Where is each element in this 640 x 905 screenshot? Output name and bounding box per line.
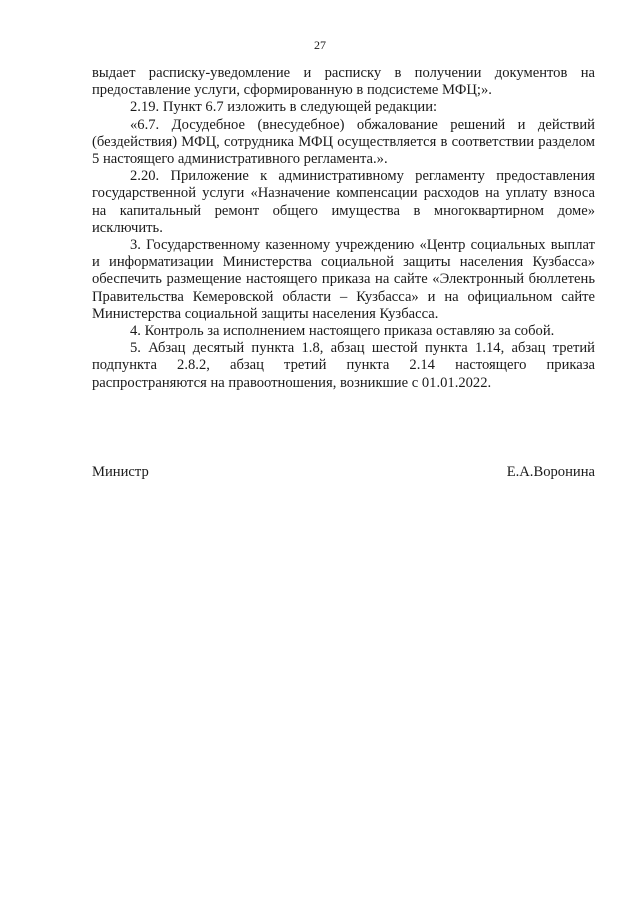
signature-block	[92, 464, 595, 481]
paragraph-6-7-quote: «6.7. Досудебное (внесудебное) обжалование решений и действий (бездействия) МФЦ, сотрудника МФЦ осуществляется в соответствии разделом 5 настоящего административного регламента.».	[92, 116, 595, 168]
signer-name: Е.А.Воронина	[506, 464, 595, 480]
page-number: 27	[314, 38, 326, 52]
signer-position: Министр	[92, 464, 149, 480]
paragraph-4: 4. Контроль за исполнением настоящего приказа оставляю за собой.	[130, 323, 555, 340]
paragraph-5: 5. Абзац десятый пункта 1.8, абзац шестой пункта 1.14, абзац третий подпункта 2.8.2, абзац третий пункта 2.14 настоящего приказа распространяются на правоотношения, возникшие с 01.01.2022.	[92, 340, 595, 391]
paragraph-3: 3. Государственному казенному учреждению «Центр социальных выплат и информатизации Министерства социальной защиты населения Кузбасса» обеспечить размещение настоящего приказа на сайте «Электронный бюллетень Правительства Кемеровской области – Кузбасса» и на официальном сайте Министерства социальной защиты населения Кузбасса.	[92, 237, 595, 322]
document-body	[92, 65, 595, 392]
paragraph-continuation: выдает расписку-уведомление и расписку в получении документов на предоставление услуги, сформированную в подсистеме МФЦ;».	[92, 65, 595, 99]
paragraph-2-19: 2.19. Пункт 6.7 изложить в следующей редакции:	[130, 99, 438, 116]
paragraph-2-20: 2.20. Приложение к административному регламенту предоставления государственной услуги «Назначение компенсации расходов на уплату взноса на капитальный ремонт общего имущества в многоквартирном доме» исключить.	[92, 168, 595, 236]
